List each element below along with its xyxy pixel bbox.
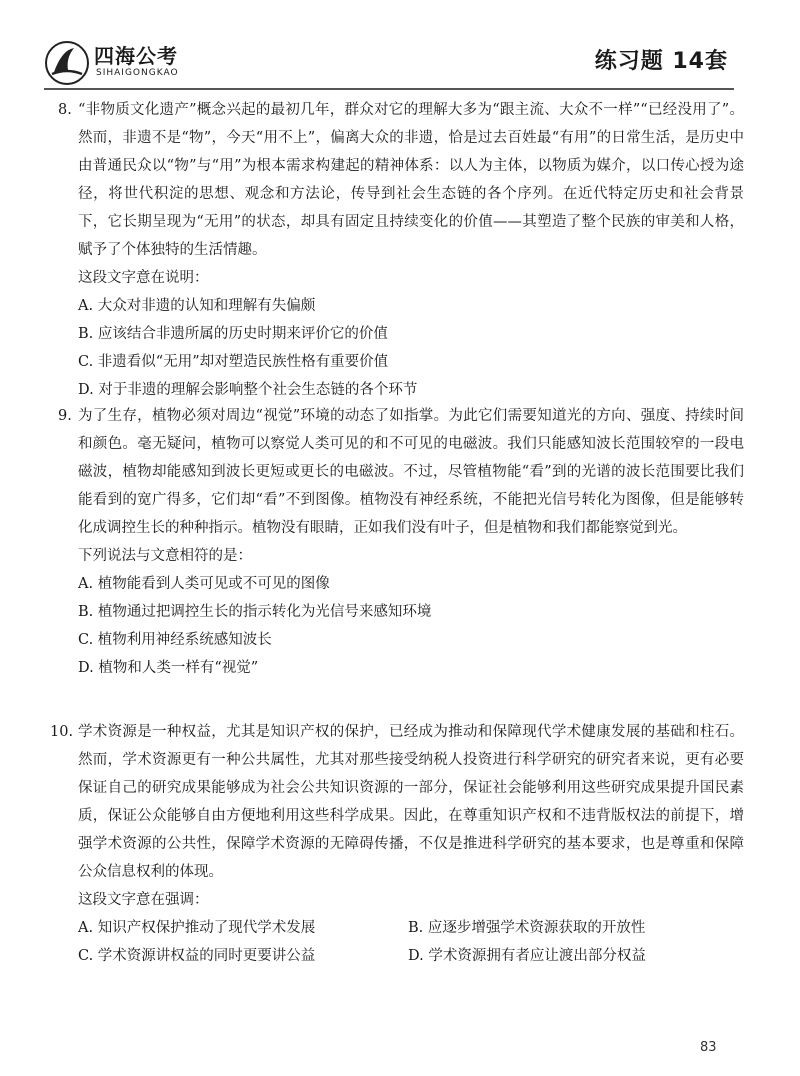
- option-b[interactable]: B. 应逐步增强学术资源获取的开放性: [408, 920, 646, 936]
- sihai-logo-icon: [44, 40, 90, 86]
- question-10: [44, 718, 744, 970]
- question-stem: 为了生存，植物必须对周边“视觉”环境的动态了如指掌。为此它们需要知道光的方向、强度、持续时间和颜色。毫无疑问，植物可以察觉人类可见的和不可见的电磁波。我们只能感知波长范围较窄的一段电磁波，植物却能感知到波长更短或更长的电磁波。不过，尽管植物能“看”到的光谱的波长范围要比我们能看到的宽广得多，它们却“看”不到图像。植物没有神经系统，不能把光信号转化为图像，但是能够转化成调控生长的种种指示。植物没有眼睛，正如我们没有叶子，但是植物和我们都能察觉到光。: [78, 408, 744, 536]
- option-c[interactable]: C. 学术资源讲权益的同时更要讲公益: [78, 948, 316, 964]
- question-prompt: 这段文字意在说明：: [78, 270, 209, 286]
- option-d[interactable]: D. 学术资源拥有者应让渡出部分权益: [408, 948, 646, 964]
- option-b[interactable]: B. 应该结合非遗所属的历史时期来评价它的价值: [78, 326, 388, 342]
- option-a[interactable]: A. 知识产权保护推动了现代学术发展: [78, 920, 316, 936]
- question-prompt: 下列说法与文意相符的是：: [78, 548, 252, 564]
- option-b[interactable]: B. 植物通过把调控生长的指示转化为光信号来感知环境: [78, 604, 432, 620]
- brand-name: 四海公考: [94, 44, 178, 68]
- question-stem: 学术资源是一种权益，尤其是知识产权的保护，已经成为推动和保障现代学术健康发展的基础和柱石。然而，学术资源更有一种公共属性，尤其对那些接受纳税人投资进行科学研究的研究者来说，更有必要保证自己的研究成果能够成为社会公共知识资源的一部分，保证社会能够利用这些研究成果提升国民素质，保证公众能够自由方便地利用这些科学成果。因此，在尊重知识产权和不违背版权法的前提下，增强学术资源的公共性，保障学术资源的无障碍传播，不仅是推进科学研究的基本要求，也是尊重和保障公众信息权利的体现。: [78, 724, 744, 880]
- header-divider: [44, 88, 734, 90]
- practice-set-label: 练习题 14套: [594, 49, 728, 74]
- option-d[interactable]: D. 对于非遗的理解会影响整个社会生态链的各个环节: [78, 382, 418, 398]
- question-prompt: 这段文字意在强调：: [78, 892, 209, 908]
- options-row: [78, 914, 744, 942]
- question-9: [44, 402, 744, 682]
- question-number: 9.: [58, 408, 72, 424]
- page-header: [0, 0, 800, 80]
- question-number: 10.: [50, 724, 74, 740]
- option-a[interactable]: A. 植物能看到人类可见或不可见的图像: [78, 576, 330, 592]
- question-8: [44, 96, 744, 404]
- brand-name-pinyin: SIHAIGONGKAO: [96, 68, 179, 78]
- option-c[interactable]: C. 植物利用神经系统感知波长: [78, 632, 272, 648]
- question-stem: “非物质文化遗产”概念兴起的最初几年，群众对它的理解大多为“跟主流、大众不一样”“已经没用了”。然而，非遗不是“物”，今天“用不上”，偏离大众的非遗，恰是过去百姓最“有用”的日常生活，是历史中由普通民众以“物”与“用”为根本需求构建起的精神体系：以人为主体，以物质为媒介，以口传心授为途径，将世代积淀的思想、观念和方法论，传导到社会生态链的各个序列。在近代特定历史和社会背景下，它长期呈现为“无用”的状态，却具有固定且持续变化的价值——其塑造了整个民族的审美和人格，赋予了个体独特的生活情趣。: [78, 102, 744, 258]
- option-d[interactable]: D. 植物和人类一样有“视觉”: [78, 660, 259, 676]
- question-number: 8.: [58, 102, 72, 118]
- option-c[interactable]: C. 非遗看似“无用”却对塑造民族性格有重要价值: [78, 354, 389, 370]
- options-row: [78, 942, 744, 970]
- page-number: 83: [700, 1040, 717, 1055]
- option-a[interactable]: A. 大众对非遗的认知和理解有失偏颇: [78, 298, 316, 314]
